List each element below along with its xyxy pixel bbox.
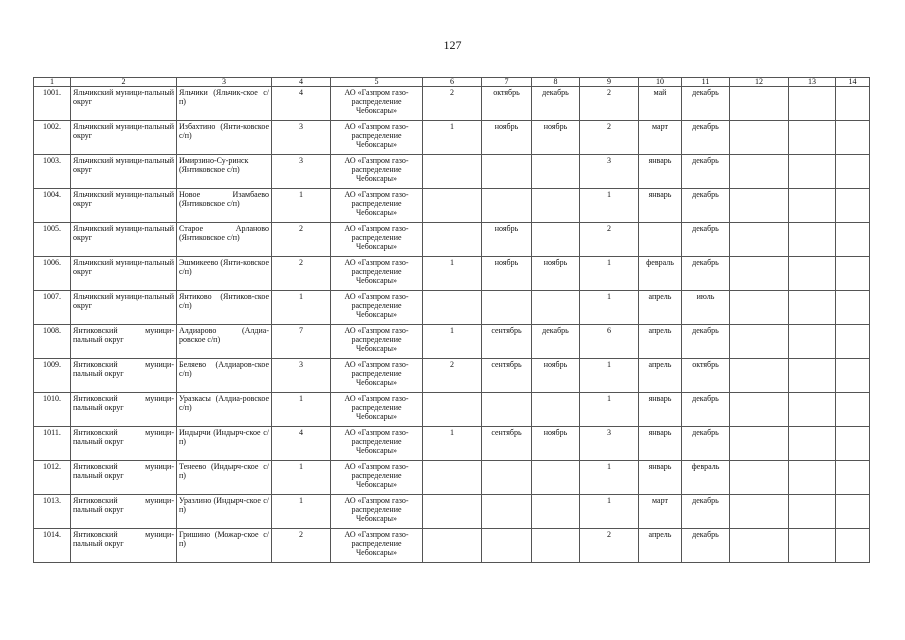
col14-cell <box>836 291 870 325</box>
col11-cell: декабрь <box>682 121 730 155</box>
header-cell: 13 <box>789 78 836 87</box>
settlement-cell: Новое Изамбаево (Янтиковское с/п) <box>177 189 272 223</box>
col7-cell <box>482 189 532 223</box>
col12-cell <box>730 529 789 563</box>
col13-cell <box>789 325 836 359</box>
district-cell: Яльчикский муници-пальный округ <box>71 155 177 189</box>
table-row <box>34 529 870 563</box>
col12-cell <box>730 291 789 325</box>
col14-cell <box>836 529 870 563</box>
col11-cell: декабрь <box>682 529 730 563</box>
district-cell: Янтиковский муници-пальный округ <box>71 393 177 427</box>
settlement-cell: Уразлино (Индырч-ское с/п) <box>177 495 272 529</box>
col12-cell <box>730 87 789 121</box>
col12-cell <box>730 359 789 393</box>
count-cell: 4 <box>272 427 331 461</box>
organization-cell: АО «Газпром газо-распределение Чебоксары» <box>331 121 423 155</box>
organization-cell: АО «Газпром газо-распределение Чебоксары» <box>331 495 423 529</box>
col10-cell: январь <box>639 393 682 427</box>
col11-cell: июль <box>682 291 730 325</box>
col8-cell: декабрь <box>532 87 580 121</box>
col6-cell <box>423 393 482 427</box>
col9-cell: 2 <box>580 529 639 563</box>
organization-cell: АО «Газпром газо-распределение Чебоксары» <box>331 291 423 325</box>
table-row <box>34 393 870 427</box>
col9-cell: 3 <box>580 155 639 189</box>
table-row <box>34 121 870 155</box>
district-cell: Янтиковский муници-пальный округ <box>71 495 177 529</box>
count-cell: 1 <box>272 291 331 325</box>
col7-cell: ноябрь <box>482 223 532 257</box>
col11-cell: декабрь <box>682 393 730 427</box>
col8-cell <box>532 495 580 529</box>
count-cell: 2 <box>272 223 331 257</box>
col12-cell <box>730 257 789 291</box>
table-row <box>34 325 870 359</box>
col14-cell <box>836 325 870 359</box>
district-cell: Яльчикский муници-пальный округ <box>71 189 177 223</box>
table-row <box>34 461 870 495</box>
count-cell: 7 <box>272 325 331 359</box>
col14-cell <box>836 393 870 427</box>
col11-cell: февраль <box>682 461 730 495</box>
col10-cell: апрель <box>639 325 682 359</box>
col8-cell: ноябрь <box>532 359 580 393</box>
district-cell: Янтиковский муници-пальный округ <box>71 427 177 461</box>
header-row <box>34 78 870 87</box>
col13-cell <box>789 257 836 291</box>
table-row <box>34 291 870 325</box>
col8-cell <box>532 223 580 257</box>
settlement-cell: Янтиково (Янтиков-ское с/п) <box>177 291 272 325</box>
col11-cell: декабрь <box>682 155 730 189</box>
col6-cell <box>423 223 482 257</box>
header-cell: 12 <box>730 78 789 87</box>
col14-cell <box>836 155 870 189</box>
col13-cell <box>789 495 836 529</box>
district-cell: Янтиковский муници-пальный округ <box>71 461 177 495</box>
organization-cell: АО «Газпром газо-распределение Чебоксары» <box>331 393 423 427</box>
col12-cell <box>730 223 789 257</box>
col6-cell: 1 <box>423 121 482 155</box>
col9-cell: 1 <box>580 393 639 427</box>
header-cell: 3 <box>177 78 272 87</box>
col12-cell <box>730 189 789 223</box>
table-row <box>34 495 870 529</box>
col8-cell <box>532 461 580 495</box>
col11-cell: декабрь <box>682 257 730 291</box>
col9-cell: 1 <box>580 257 639 291</box>
col11-cell: декабрь <box>682 325 730 359</box>
col14-cell <box>836 87 870 121</box>
col7-cell <box>482 393 532 427</box>
settlement-cell: Уразкасы (Алдиа-ровское с/п) <box>177 393 272 427</box>
col7-cell <box>482 155 532 189</box>
col9-cell: 1 <box>580 291 639 325</box>
header-cell: 6 <box>423 78 482 87</box>
col8-cell <box>532 291 580 325</box>
col12-cell <box>730 495 789 529</box>
col13-cell <box>789 189 836 223</box>
organization-cell: АО «Газпром газо-распределение Чебоксары» <box>331 461 423 495</box>
col13-cell <box>789 87 836 121</box>
col13-cell <box>789 529 836 563</box>
col6-cell <box>423 189 482 223</box>
col10-cell: март <box>639 495 682 529</box>
col6-cell: 1 <box>423 427 482 461</box>
col12-cell <box>730 427 789 461</box>
count-cell: 2 <box>272 257 331 291</box>
col13-cell <box>789 461 836 495</box>
col10-cell <box>639 223 682 257</box>
row-number: 1013. <box>34 495 71 529</box>
col11-cell: декабрь <box>682 189 730 223</box>
col6-cell <box>423 461 482 495</box>
col13-cell <box>789 393 836 427</box>
district-cell: Яльчикский муници-пальный округ <box>71 291 177 325</box>
organization-cell: АО «Газпром газо-распределение Чебоксары» <box>331 87 423 121</box>
table-row <box>34 87 870 121</box>
col14-cell <box>836 359 870 393</box>
col10-cell: март <box>639 121 682 155</box>
settlement-cell: Беляево (Алдиаров-ское с/п) <box>177 359 272 393</box>
col11-cell: декабрь <box>682 495 730 529</box>
col8-cell <box>532 393 580 427</box>
col6-cell <box>423 529 482 563</box>
col6-cell: 1 <box>423 325 482 359</box>
settlement-cell: Гришино (Можар-ское с/п) <box>177 529 272 563</box>
district-cell: Яльчикский муници-пальный округ <box>71 257 177 291</box>
organization-cell: АО «Газпром газо-распределение Чебоксары» <box>331 529 423 563</box>
row-number: 1012. <box>34 461 71 495</box>
table-row <box>34 427 870 461</box>
page-number: 127 <box>443 38 462 52</box>
col7-cell <box>482 291 532 325</box>
col9-cell: 2 <box>580 121 639 155</box>
row-number: 1008. <box>34 325 71 359</box>
settlement-cell: Тенеево (Индырч-ское с/п) <box>177 461 272 495</box>
settlement-cell: Старое Арланово (Янтиковское с/п) <box>177 223 272 257</box>
col13-cell <box>789 427 836 461</box>
col12-cell <box>730 393 789 427</box>
col7-cell <box>482 461 532 495</box>
col14-cell <box>836 121 870 155</box>
row-number: 1001. <box>34 87 71 121</box>
count-cell: 3 <box>272 359 331 393</box>
col13-cell <box>789 223 836 257</box>
header-cell: 5 <box>331 78 423 87</box>
col11-cell: декабрь <box>682 223 730 257</box>
col14-cell <box>836 495 870 529</box>
col14-cell <box>836 257 870 291</box>
col10-cell: апрель <box>639 359 682 393</box>
col6-cell: 2 <box>423 87 482 121</box>
col13-cell <box>789 359 836 393</box>
table-row <box>34 257 870 291</box>
row-number: 1002. <box>34 121 71 155</box>
col9-cell: 1 <box>580 359 639 393</box>
count-cell: 3 <box>272 155 331 189</box>
row-number: 1007. <box>34 291 71 325</box>
col8-cell: ноябрь <box>532 121 580 155</box>
organization-cell: АО «Газпром газо-распределение Чебоксары» <box>331 223 423 257</box>
col14-cell <box>836 427 870 461</box>
col7-cell: ноябрь <box>482 121 532 155</box>
settlement-cell: Имирзино-Су-ринск (Янтиковское с/п) <box>177 155 272 189</box>
count-cell: 3 <box>272 121 331 155</box>
row-number: 1006. <box>34 257 71 291</box>
row-number: 1014. <box>34 529 71 563</box>
col8-cell <box>532 189 580 223</box>
count-cell: 4 <box>272 87 331 121</box>
district-cell: Яльчикский муници-пальный округ <box>71 87 177 121</box>
col6-cell: 2 <box>423 359 482 393</box>
district-cell: Янтиковский муници-пальный округ <box>71 359 177 393</box>
col9-cell: 6 <box>580 325 639 359</box>
col9-cell: 2 <box>580 223 639 257</box>
row-number: 1004. <box>34 189 71 223</box>
col11-cell: декабрь <box>682 87 730 121</box>
col10-cell: февраль <box>639 257 682 291</box>
district-cell: Янтиковский муници-пальный округ <box>71 325 177 359</box>
col7-cell <box>482 495 532 529</box>
count-cell: 1 <box>272 393 331 427</box>
col10-cell: январь <box>639 189 682 223</box>
header-cell: 1 <box>34 78 71 87</box>
col9-cell: 1 <box>580 189 639 223</box>
col11-cell: декабрь <box>682 427 730 461</box>
col9-cell: 3 <box>580 427 639 461</box>
col13-cell <box>789 291 836 325</box>
table-row <box>34 359 870 393</box>
col10-cell: май <box>639 87 682 121</box>
table-row <box>34 223 870 257</box>
header-cell: 9 <box>580 78 639 87</box>
header-cell: 8 <box>532 78 580 87</box>
settlement-cell: Эшмикеево (Янти-ковское с/п) <box>177 257 272 291</box>
col8-cell: ноябрь <box>532 427 580 461</box>
table-row <box>34 155 870 189</box>
organization-cell: АО «Газпром газо-распределение Чебоксары» <box>331 189 423 223</box>
col14-cell <box>836 223 870 257</box>
col7-cell: сентябрь <box>482 427 532 461</box>
header-cell: 7 <box>482 78 532 87</box>
col13-cell <box>789 121 836 155</box>
col14-cell <box>836 189 870 223</box>
col10-cell: апрель <box>639 529 682 563</box>
col9-cell: 1 <box>580 495 639 529</box>
col12-cell <box>730 121 789 155</box>
settlement-cell: Алдиарово (Алдиа-ровское с/п) <box>177 325 272 359</box>
col8-cell: декабрь <box>532 325 580 359</box>
row-number: 1010. <box>34 393 71 427</box>
col9-cell: 2 <box>580 87 639 121</box>
organization-cell: АО «Газпром газо-распределение Чебоксары» <box>331 155 423 189</box>
col8-cell <box>532 529 580 563</box>
col6-cell <box>423 155 482 189</box>
col8-cell <box>532 155 580 189</box>
district-cell: Янтиковский муници-пальный округ <box>71 529 177 563</box>
settlement-cell: Индырчи (Индырч-ское с/п) <box>177 427 272 461</box>
district-cell: Яльчикский муници-пальный округ <box>71 223 177 257</box>
col10-cell: январь <box>639 427 682 461</box>
col6-cell <box>423 495 482 529</box>
col7-cell: сентябрь <box>482 359 532 393</box>
col12-cell <box>730 325 789 359</box>
organization-cell: АО «Газпром газо-распределение Чебоксары» <box>331 325 423 359</box>
col10-cell: январь <box>639 461 682 495</box>
header-cell: 4 <box>272 78 331 87</box>
count-cell: 1 <box>272 461 331 495</box>
district-cell: Яльчикский муници-пальный округ <box>71 121 177 155</box>
header-cell: 14 <box>836 78 870 87</box>
col13-cell <box>789 155 836 189</box>
row-number: 1011. <box>34 427 71 461</box>
settlement-cell: Избахтино (Янти-ковское с/п) <box>177 121 272 155</box>
col6-cell: 1 <box>423 257 482 291</box>
col10-cell: апрель <box>639 291 682 325</box>
table-row <box>34 189 870 223</box>
col6-cell <box>423 291 482 325</box>
row-number: 1009. <box>34 359 71 393</box>
col10-cell: январь <box>639 155 682 189</box>
header-cell: 10 <box>639 78 682 87</box>
col7-cell: ноябрь <box>482 257 532 291</box>
count-cell: 2 <box>272 529 331 563</box>
row-number: 1005. <box>34 223 71 257</box>
col11-cell: октябрь <box>682 359 730 393</box>
col8-cell: ноябрь <box>532 257 580 291</box>
header-cell: 2 <box>71 78 177 87</box>
row-number: 1003. <box>34 155 71 189</box>
col7-cell: сентябрь <box>482 325 532 359</box>
schedule-table <box>33 77 870 563</box>
col14-cell <box>836 461 870 495</box>
count-cell: 1 <box>272 189 331 223</box>
organization-cell: АО «Газпром газо-распределение Чебоксары» <box>331 257 423 291</box>
col7-cell <box>482 529 532 563</box>
header-cell: 11 <box>682 78 730 87</box>
col9-cell: 1 <box>580 461 639 495</box>
col7-cell: октябрь <box>482 87 532 121</box>
count-cell: 1 <box>272 495 331 529</box>
col12-cell <box>730 155 789 189</box>
col12-cell <box>730 461 789 495</box>
organization-cell: АО «Газпром газо-распределение Чебоксары» <box>331 427 423 461</box>
settlement-cell: Яльчики (Яльчик-ское с/п) <box>177 87 272 121</box>
organization-cell: АО «Газпром газо-распределение Чебоксары» <box>331 359 423 393</box>
